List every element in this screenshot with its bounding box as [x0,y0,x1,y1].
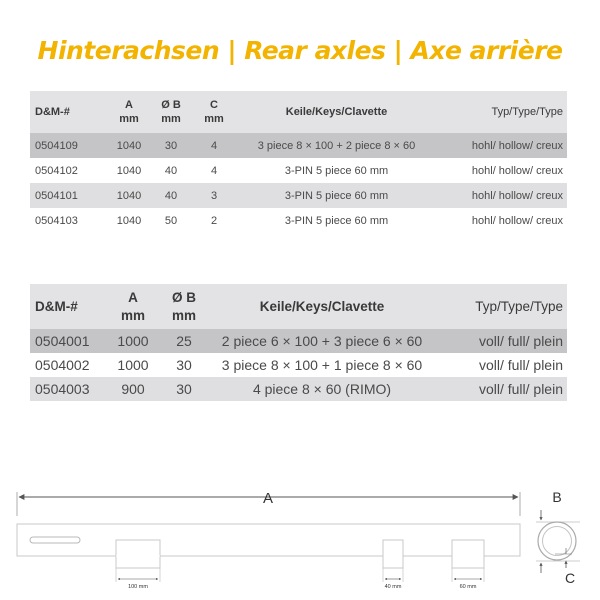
label-c: C [564,570,576,586]
cell-type: voll/ full/ plein [478,381,563,397]
dimension-a [17,490,520,516]
page-title: Hinterachsen | Rear axles | Axe arrière [37,36,563,65]
cell-c: 4 [210,164,218,177]
col-header-id: D&M-# [35,299,78,314]
cell-a: 900 [121,381,145,397]
cell-a: 1000 [117,357,149,373]
axle-drawing [0,470,600,600]
cell-a: 1040 [116,214,142,227]
cell-id: 0504103 [35,214,78,227]
cell-type: hohl/ hollow/ creux [471,214,563,227]
cell-keys: 3-PIN 5 piece 60 mm [284,189,389,202]
table-row [30,183,567,208]
cell-a: 1040 [116,189,142,202]
cell-id: 0504001 [35,333,90,349]
table-header-row [30,284,567,329]
table-row [30,208,567,233]
cell-keys: 3 piece 8 × 100 + 1 piece 8 × 60 [221,357,423,373]
label-40mm: 40 mm [384,584,402,590]
label-a: A [262,490,274,507]
cell-c: 2 [210,214,218,227]
table-row [30,329,567,353]
hollow-axles-table [30,91,567,233]
cell-c: 4 [210,139,218,152]
cell-b: 40 [164,189,178,202]
cell-keys: 4 piece 8 × 60 (RIMO) [252,381,392,397]
cell-b: 40 [164,164,178,177]
col-header-type: Typ/Type/Type [491,106,563,118]
axle-shaft [17,524,520,568]
table-row [30,377,567,401]
cell-a: 1040 [116,164,142,177]
cell-b: 30 [164,139,178,152]
cell-b: 25 [176,333,192,349]
table-header-row [30,91,567,133]
dimension-40mm [383,568,403,590]
col-header-keys: Keile/Keys/Clavette [285,106,388,118]
label-100mm: 100 mm [128,584,148,590]
table-row [30,353,567,377]
col-header-a: A mm [119,98,139,125]
table-row [30,133,567,158]
cell-type: voll/ full/ plein [478,333,563,349]
full-axles-table [30,284,567,401]
col-header-id: D&M-# [35,106,70,118]
col-header-type: Typ/Type/Type [475,299,563,314]
axle-cross-section [536,489,580,586]
cell-c: 3 [210,189,218,202]
dimension-100mm [116,568,160,590]
dimension-60mm [452,568,484,590]
label-60mm: 60 mm [459,584,477,590]
cell-type: hohl/ hollow/ creux [471,189,563,202]
cell-type: hohl/ hollow/ creux [471,164,563,177]
cell-id: 0504101 [35,189,78,202]
cell-id: 0504109 [35,139,78,152]
col-header-a: A mm [120,289,145,323]
table-row [30,158,567,183]
cell-b: 30 [176,357,192,373]
col-header-keys: Keile/Keys/Clavette [259,299,385,314]
cell-keys: 3-PIN 5 piece 60 mm [284,164,389,177]
cell-type: hohl/ hollow/ creux [471,139,563,152]
cell-type: voll/ full/ plein [478,357,563,373]
col-header-c: C mm [204,98,224,125]
col-header-b: Ø B mm [171,289,196,323]
cell-id: 0504003 [35,381,90,397]
cell-id: 0504002 [35,357,90,373]
cell-b: 50 [164,214,178,227]
cell-keys: 3 piece 8 × 100 + 2 piece 8 × 60 [257,139,416,152]
label-b: B [552,489,562,505]
cell-id: 0504102 [35,164,78,177]
col-header-b: Ø B mm [161,98,181,125]
cell-keys: 2 piece 6 × 100 + 3 piece 6 × 60 [221,333,423,349]
cell-b: 30 [176,381,192,397]
cell-a: 1040 [116,139,142,152]
cell-keys: 3-PIN 5 piece 60 mm [284,214,389,227]
cell-a: 1000 [117,333,149,349]
